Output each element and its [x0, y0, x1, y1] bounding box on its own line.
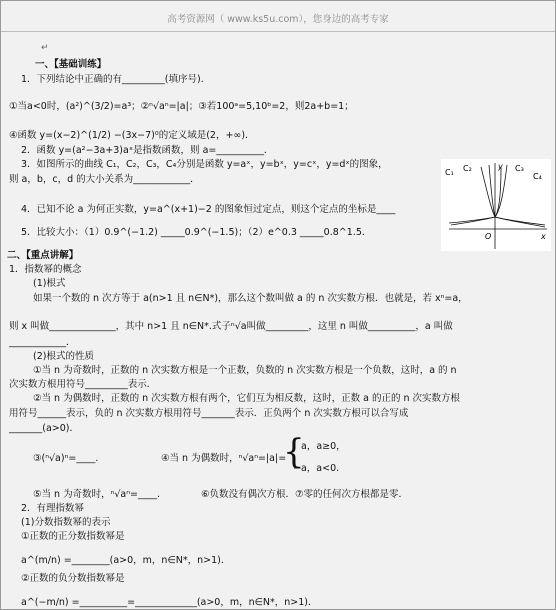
paragraph-mark: ↵	[41, 43, 49, 53]
label-x: x	[541, 232, 546, 241]
heading-exponent-concept: 1．指数幂的概念	[9, 264, 82, 275]
curve-c1	[449, 165, 507, 223]
question-1: 1．下列结论中正确的有_________(填序号)．	[21, 74, 211, 85]
piecewise-case-2: −a，a<0.	[293, 463, 340, 474]
page-header: 高考资源网（ www.ks5u.com），您身边的高考专家	[167, 14, 389, 25]
curves-svg	[441, 159, 551, 251]
label-c1: C₁	[445, 168, 454, 177]
property-2-line-3: _______(a>0)．	[9, 423, 79, 434]
question-3-line-2: 则 a，b，c，d 的大小关系为____________．	[9, 174, 200, 185]
fraction-rule-2-label: ②正数的负分数指数幂是	[21, 573, 125, 584]
fraction-rule-2-formula: a^(−m/n) =__________=_____________(a>0，m，n∈N*，n>1)．	[21, 597, 318, 608]
property-3: ③(ⁿ√a)ⁿ=____.	[33, 453, 99, 464]
question-5: 5．比较大小：（1）0.9^(−1.2) _____0.9^(−1.5)；（2）e^0.3 _____0.8^1.5．	[21, 227, 372, 238]
property-2-line-1: ②当 n 为偶数时，正数的 n 次实数方根有两个，它们互为相反数，这时，正数 a 的正的 n 次实数方根	[33, 393, 461, 404]
definition-line-2: 则 x 叫做______________，其中 n>1 且 n∈N*.式子ⁿ√a叫做_________，这里 n 叫做__________，a 叫做	[9, 321, 453, 332]
definition-line-3: ____________．	[9, 337, 76, 348]
heading-radical-properties: (2)根式的性质	[33, 351, 94, 362]
header-rule	[1, 31, 555, 32]
properties-6-7: ⑥负数没有偶次方根．⑦零的任何次方根都是零．	[201, 489, 409, 500]
piecewise-case-1: a，a≥0，	[301, 441, 346, 452]
label-c4: C₄	[533, 172, 542, 181]
property-5: ⑤当 n 为奇数时，ⁿ√aⁿ=____.	[33, 489, 161, 500]
label-c2: C₂	[463, 164, 472, 173]
definition-line-1: 如果一个数的 n 次方等于 a(n>1 且 n∈N*)，那么这个数叫做 a 的 n 次实数方根．也就是，若 xⁿ=a，	[33, 293, 468, 304]
heading-rational-exponent: 2．有理指数幂	[21, 503, 85, 514]
fraction-rule-1-formula: a^(m/n) =________(a>0，m，n∈N*，n>1)．	[21, 555, 231, 566]
label-y: y	[498, 162, 503, 171]
piecewise-brace: {	[283, 432, 305, 472]
property-4: ④当 n 为偶数时，ⁿ√aⁿ=|a|=	[161, 453, 287, 464]
question-3-line-1: 3．如图所示的曲线 C₁，C₂，C₃，C₄分别是函数 y=aˣ，y=bˣ，y=cˣ，y=dˣ的图象，	[21, 159, 388, 170]
question-2: 2．函数 y=(a²−3a+3)aˣ是指数函数，则 a=__________．	[21, 145, 274, 156]
question-4: 4．已知不论 a 为何正实数，y=a^(x+1)−2 的图象恒过定点，则这个定点的坐标是____	[21, 204, 396, 215]
exponential-curves-figure	[441, 159, 551, 251]
label-origin: O	[485, 232, 492, 241]
property-1-line-1: ①当 n 为奇数时，正数的 n 次实数方根是一个正数，负数的 n 次实数方根是一个负数，这时，a 的 n	[33, 365, 457, 376]
fraction-rule-1-label: ①正数的正分数指数幂是	[21, 531, 125, 542]
property-2-line-2: 用符号______表示，负的 n 次实数方根用符号_______表示．正负两个 n 次实数方根可以合写成	[9, 408, 409, 419]
curve-c2	[451, 167, 501, 225]
question-1-options: ①当a<0时，(a²)^(3/2)=a³；②ⁿ√aⁿ=|a|；③若100ᵃ=5,10ᵇ=2，则2a+b=1；	[9, 101, 354, 112]
section-2-title: 二、【重点讲解】	[7, 250, 79, 261]
question-1-option-4: ④函数 y=(x−2)^(1/2) −(3x−7)⁰的定义域是(2，+∞)．	[9, 130, 255, 141]
label-c3: C₃	[515, 164, 524, 173]
property-1-line-2: 次实数方根用符号_________表示．	[9, 379, 157, 390]
heading-radical: (1)根式	[33, 278, 66, 289]
heading-fractional-exponent: (1)分数指数幂的表示	[21, 517, 111, 528]
section-1-title: 一、【基础训练】	[35, 59, 107, 70]
